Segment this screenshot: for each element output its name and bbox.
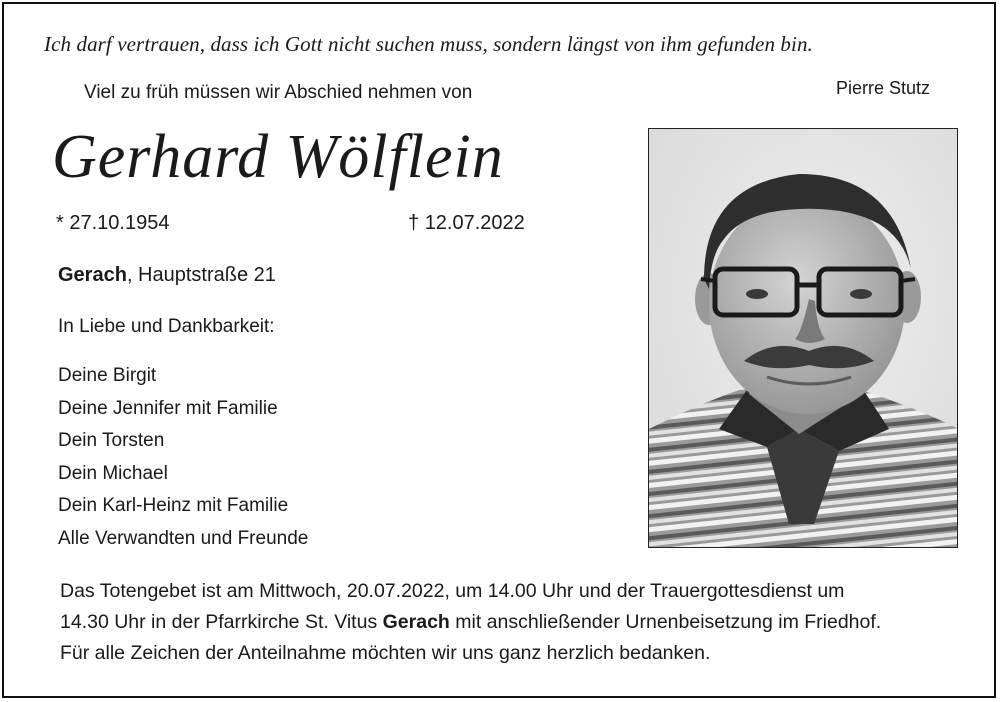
service-line-3: Für alle Zeichen der Anteilnahme möchten wir uns ganz herzlich bedanken. bbox=[60, 642, 711, 664]
thanks-line: In Liebe und Dankbarkeit: bbox=[58, 316, 275, 337]
address-town: Gerach bbox=[58, 264, 127, 286]
epigraph-quote: Ich darf vertrauen, dass ich Gott nicht suchen muss, sondern längst von ihm gefunden bin. bbox=[44, 32, 813, 56]
service-line-2-start: 14.30 Uhr in der Pfarrkirche St. Vitus bbox=[60, 611, 383, 633]
address bbox=[58, 264, 276, 287]
service-line-2 bbox=[60, 607, 980, 638]
birth-date-value: 27.10.1954 bbox=[69, 212, 170, 234]
portrait-image bbox=[649, 129, 958, 548]
list-item: Dein Michael bbox=[58, 462, 168, 484]
death-date-value: 12.07.2022 bbox=[424, 212, 525, 234]
list-item: Dein Karl-Heinz mit Familie bbox=[58, 495, 289, 516]
intro-line: Viel zu früh müssen wir Abschied nehmen von bbox=[84, 82, 473, 103]
deceased-name: Gerhard Wölflein bbox=[52, 123, 504, 191]
list-item: Deine Birgit bbox=[58, 365, 157, 386]
list-item: Dein Torsten bbox=[58, 430, 165, 451]
list-item: Deine Jennifer mit Familie bbox=[58, 397, 278, 419]
birth-date bbox=[56, 212, 169, 235]
mourners-list bbox=[58, 360, 308, 555]
death-date bbox=[408, 212, 525, 235]
portrait-photo bbox=[648, 128, 958, 548]
service-line-1: Das Totengebet ist am Mittwoch, 20.07.2022, um 14.00 Uhr und der Trauergottesdienst um bbox=[60, 580, 845, 602]
cross-icon: † bbox=[408, 212, 420, 234]
quote-author: Pierre Stutz bbox=[836, 78, 931, 98]
service-details bbox=[60, 576, 980, 669]
address-street: , Hauptstraße 21 bbox=[126, 264, 276, 286]
obituary-notice bbox=[2, 2, 996, 698]
birth-symbol: * bbox=[56, 212, 64, 234]
list-item: Alle Verwandten und Freunde bbox=[58, 527, 309, 549]
service-town: Gerach bbox=[382, 611, 450, 633]
service-line-2-end: mit anschließender Urnenbeisetzung im Friedhof. bbox=[449, 611, 882, 633]
